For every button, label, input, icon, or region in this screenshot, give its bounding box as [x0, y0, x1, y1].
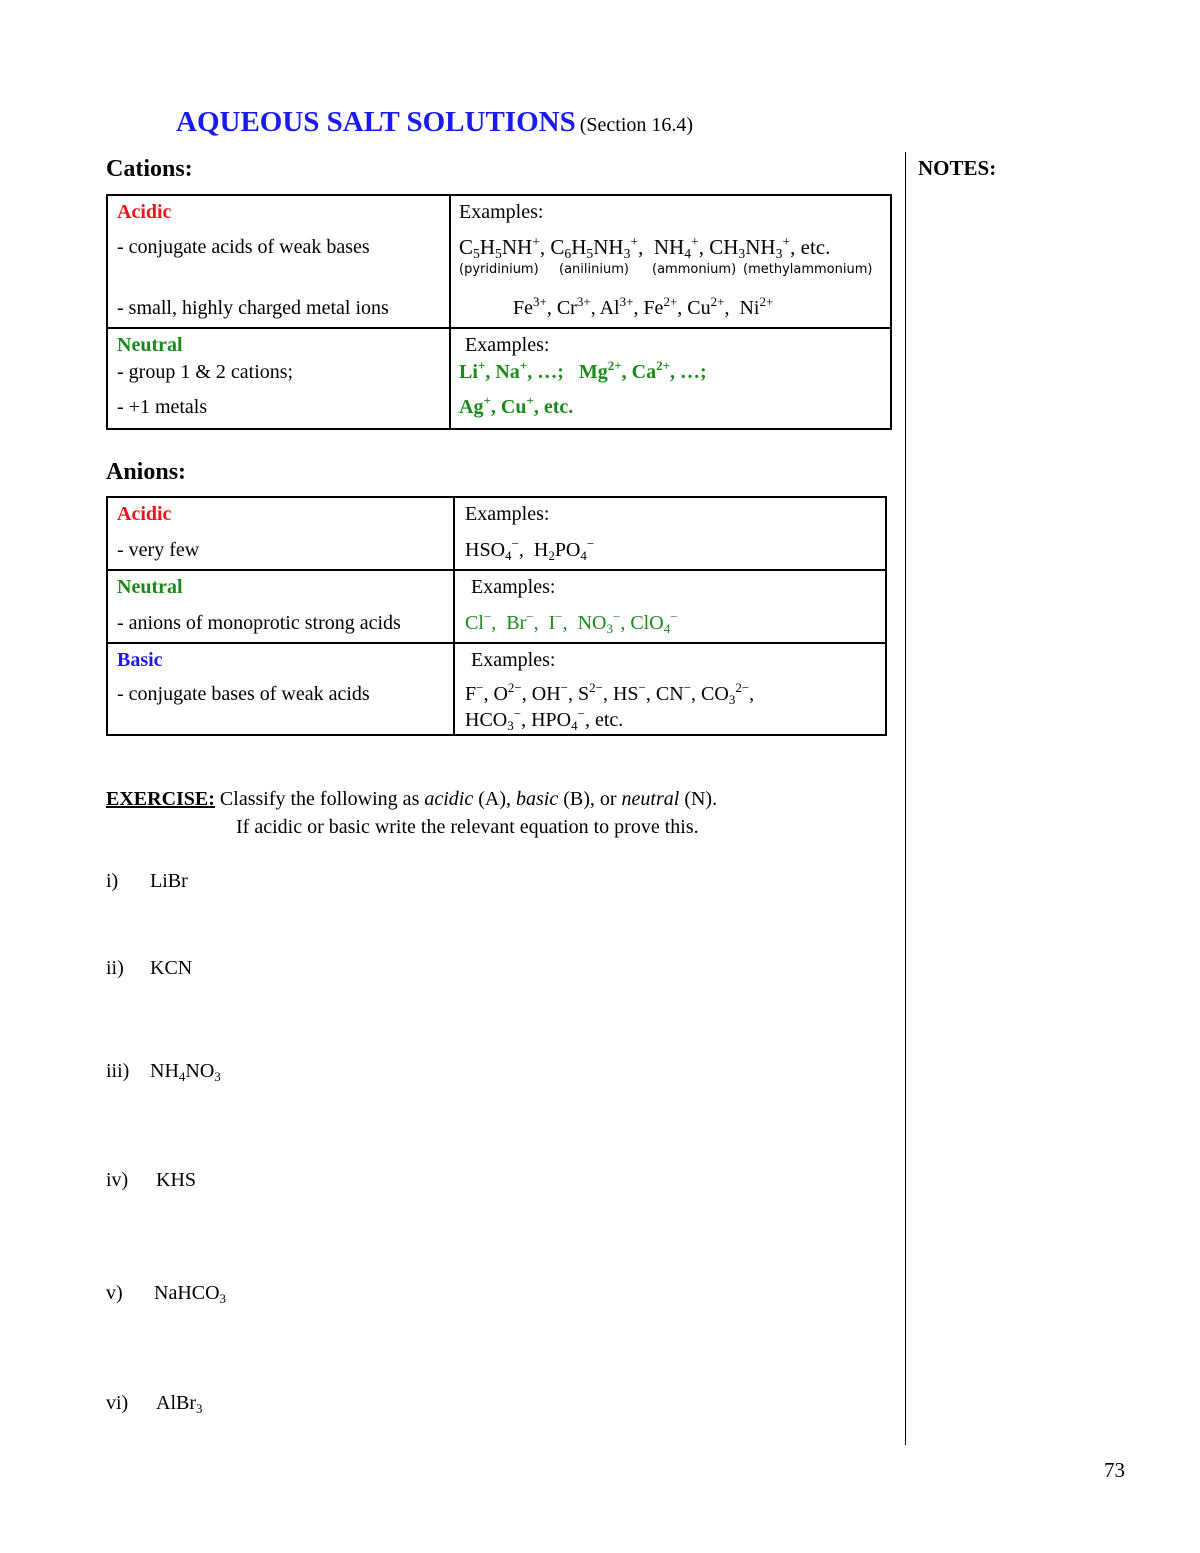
exercise-instructions	[106, 788, 717, 811]
cations-neutral-examples	[450, 328, 891, 429]
anions-neutral-line1: - anions of monoprotic strong acids	[117, 612, 401, 634]
exercise-basic: basic	[516, 788, 559, 810]
anions-neutral-row	[107, 570, 886, 643]
exercise-neutral: neutral	[621, 788, 680, 810]
anions-acidic-row	[107, 497, 886, 570]
item-number: v)	[106, 1282, 123, 1304]
anions-neutral-examples-list: Cl−, Br−, I−, $NO_3^-$, ClO$_4$−	[465, 609, 678, 636]
cations-heading: Cations:	[106, 156, 193, 182]
anions-basic-line1: - conjugate bases of weak acids	[117, 683, 370, 705]
title-section: (Section 16.4)	[579, 114, 694, 136]
exercise-neutral-code: (N).	[684, 788, 718, 810]
exercise-item	[106, 1060, 221, 1083]
item-formula: $NH_4NO_3$	[150, 1060, 221, 1084]
anions-basic-label: Basic	[117, 649, 163, 671]
notes-divider	[905, 152, 906, 1445]
item-number: ii)	[106, 957, 124, 979]
cations-acidic-name-4: (methylammonium)	[743, 262, 873, 277]
exercise-item	[106, 957, 192, 980]
exercise-label: EXERCISE:	[106, 788, 215, 810]
exercise-acidic-code: (A),	[478, 788, 511, 810]
cations-acidic-row	[107, 195, 891, 328]
cations-acidic-line2: - small, highly charged metal ions	[117, 297, 389, 319]
anions-basic-examples-line2: $HCO_3^-$, $HPO_4^-$, etc.	[465, 706, 624, 733]
anions-basic-row	[107, 643, 886, 735]
cations-neutral-desc	[107, 328, 450, 429]
cations-table	[106, 194, 892, 430]
exercise-basic-code: (B), or	[563, 788, 617, 810]
anions-basic-etc: , etc.	[584, 709, 624, 731]
anions-heading: Anions:	[106, 459, 187, 485]
cations-acidic-name-3: (ammonium)	[652, 262, 737, 277]
anions-basic-examples	[454, 643, 886, 735]
page-title	[176, 106, 693, 139]
exercise-item	[106, 1392, 203, 1415]
cations-acidic-name-1: (pyridinium)	[459, 262, 539, 277]
cations-neutral-line1: - group 1 & 2 cations;	[117, 361, 294, 383]
exercise-text-prefix: Classify the following as	[219, 788, 420, 810]
anions-neutral-desc	[107, 570, 454, 643]
anions-table	[106, 496, 887, 736]
cations-acidic-desc	[107, 195, 450, 328]
cations-neutral-row	[107, 328, 891, 429]
cations-neutral-examples-line2: Ag+, Cu+, etc.	[459, 393, 574, 418]
cations-acidic-name-2: (anilinium)	[559, 262, 629, 277]
page-number: 73	[1104, 1458, 1125, 1482]
cations-neutral-line2: - +1 metals	[117, 396, 208, 418]
exercise-line2: If acidic or basic write the relevant equation to prove this.	[236, 816, 699, 838]
cations-acidic-examples-label: Examples:	[459, 201, 544, 223]
exercise-item	[106, 870, 188, 893]
item-formula: LiBr	[150, 870, 188, 892]
anions-basic-examples-line1: F−, $O^{2-}$, OH−, $S^{2-}$, HS−, CN−, $CO_3^{2-}$,	[465, 680, 755, 707]
item-number: iv)	[106, 1169, 129, 1191]
cations-acidic-etc: , etc.	[790, 235, 831, 259]
item-number: i)	[106, 870, 119, 892]
anions-acidic-examples	[454, 497, 886, 570]
cations-neutral-examples-line1: Li+, Na+, …; $Mg^{2+}$, $Ca^{2+}$, …;	[459, 358, 707, 383]
cations-neutral-examples-label: Examples:	[465, 334, 550, 356]
anions-acidic-examples-list: $HSO_4^-$, $H_2PO_4^-$	[465, 536, 595, 563]
anions-neutral-examples-label: Examples:	[471, 576, 556, 598]
cations-neutral-label: Neutral	[117, 334, 183, 356]
item-formula: NaHCO$_3$	[154, 1282, 227, 1306]
exercise-item	[106, 1169, 196, 1192]
cations-acidic-label: Acidic	[117, 201, 172, 223]
cations-acidic-examples	[450, 195, 891, 328]
item-number: vi)	[106, 1392, 129, 1414]
cations-acidic-metal-ions: $Fe^{3+}$, $Cr^{3+}$, $Al^{3+}$, $Fe^{2+}$, $Cu^{2+}$, $Ni^{2+}$	[513, 294, 774, 319]
item-formula: KCN	[150, 957, 193, 979]
anions-neutral-label: Neutral	[117, 576, 183, 598]
anions-acidic-examples-label: Examples:	[465, 503, 550, 525]
title-main: AQUEOUS SALT SOLUTIONS	[176, 106, 576, 138]
cations-acidic-examples-line1: $C_5H_5NH^+$, $C_6H_5NH_3^+$, $NH_4^+$, $CH_3NH_3^+$, etc.	[459, 234, 831, 261]
anions-basic-examples-label: Examples:	[471, 649, 556, 671]
anions-neutral-examples	[454, 570, 886, 643]
cations-neutral-etc: , etc.	[533, 396, 574, 418]
anions-acidic-label: Acidic	[117, 503, 172, 525]
exercise-acidic: acidic	[424, 788, 474, 810]
anions-basic-desc	[107, 643, 454, 735]
item-number: iii)	[106, 1060, 130, 1082]
anions-acidic-desc	[107, 497, 454, 570]
item-formula: AlBr$_3$	[156, 1392, 203, 1416]
cations-acidic-line1: - conjugate acids of weak bases	[117, 236, 370, 258]
notes-label: NOTES:	[918, 156, 997, 180]
exercise-item	[106, 1282, 226, 1305]
anions-acidic-line1: - very few	[117, 539, 200, 561]
item-formula: KHS	[156, 1169, 197, 1191]
